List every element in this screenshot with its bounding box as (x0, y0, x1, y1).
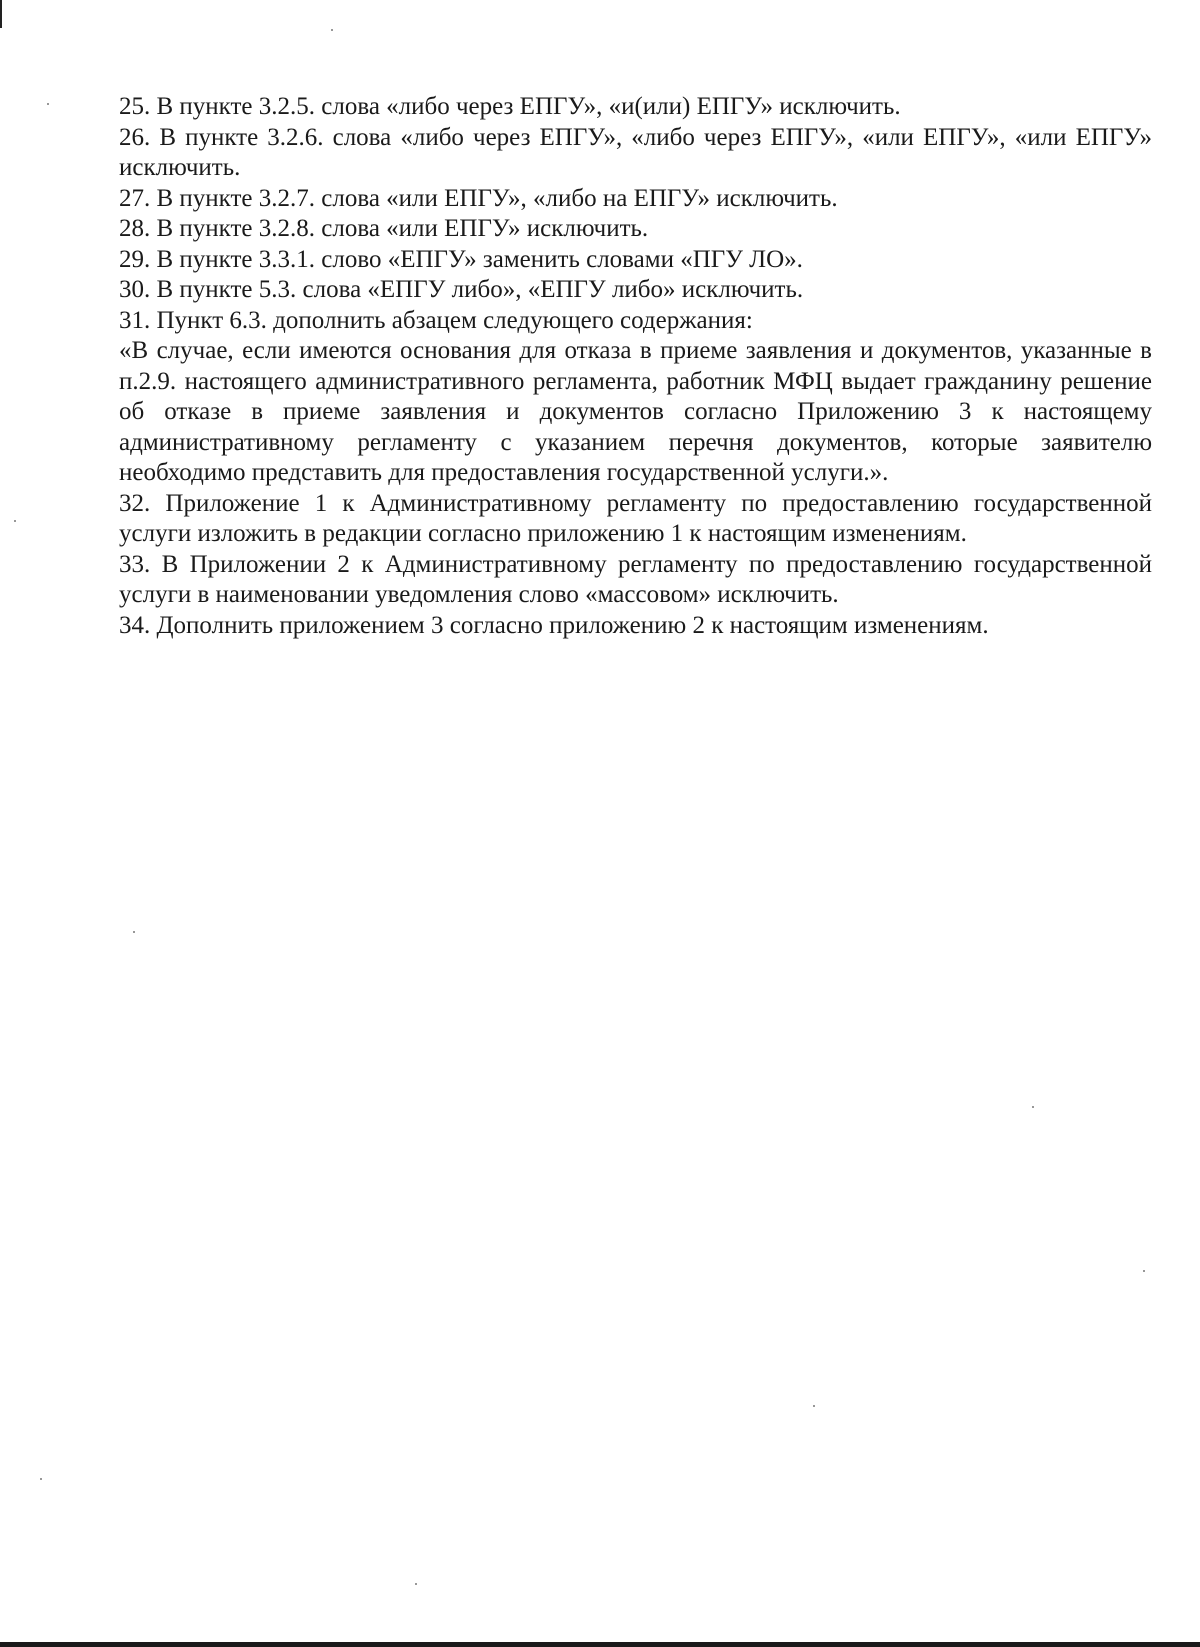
paragraph-item-32: 32. Приложение 1 к Административному регламенту по предоставлению государственной услуги изложить в редакции согласно приложению 1 к настоящим изменениям. (119, 489, 1152, 547)
scan-speck (331, 29, 333, 31)
scan-speck (1143, 1270, 1145, 1272)
paragraph-item-34: 34. Дополнить приложением 3 согласно приложению 2 к настоящим изменениям. (119, 611, 989, 639)
scan-speck (813, 1405, 815, 1407)
paragraph-item-31: 31. Пункт 6.3. дополнить абзацем следующего содержания: (119, 306, 753, 334)
scan-speck (40, 1478, 42, 1480)
paragraph-item-25: 25. В пункте 3.2.5. слова «либо через ЕПГУ», «и(или) ЕПГУ» исключить. (119, 93, 901, 120)
scan-bottom-border (0, 1642, 1200, 1647)
paragraph-item-33: 33. В Приложении 2 к Административному регламенту по предоставлению государственной услуги в наименовании уведомления слово «массовом» исключить. (119, 550, 1152, 608)
paragraph-item-29: 29. В пункте 3.3.1. слово «ЕПГУ» заменить словами «ПГУ ЛО». (119, 245, 803, 273)
paragraph-item-26: 26. В пункте 3.2.6. слова «либо через ЕПГУ», «либо через ЕПГУ», «или ЕПГУ», «или ЕПГУ» исключить. (119, 123, 1152, 181)
paragraph-item-30: 30. В пункте 5.3. слова «ЕПГУ либо», «ЕПГУ либо» исключить. (119, 276, 804, 303)
quoted-insertion-paragraph: «В случае, если имеются основания для отказа в приеме заявления и документов, указанные в п.2.9. настоящего административного регламента, работник МФЦ выдает гражданину решение об отказе в приеме заявления и документов согласно Приложению 3 к настоящему административному регламенту с указанием перечня документов, которые заявителю необходимо представить для предоставления государственной услуги.». (119, 337, 1152, 486)
paragraph-item-27: 27. В пункте 3.2.7. слова «или ЕПГУ», «либо на ЕПГУ» исключить. (119, 184, 838, 212)
scan-speck (1032, 1106, 1034, 1108)
scan-speck (47, 103, 49, 105)
scan-speck (133, 931, 135, 933)
document-body (119, 92, 1152, 641)
scan-speck (415, 1583, 417, 1585)
scan-edge-mark (0, 0, 2, 28)
scan-speck (14, 520, 16, 522)
paragraph-item-28: 28. В пункте 3.2.8. слова «или ЕПГУ» исключить. (119, 215, 649, 242)
